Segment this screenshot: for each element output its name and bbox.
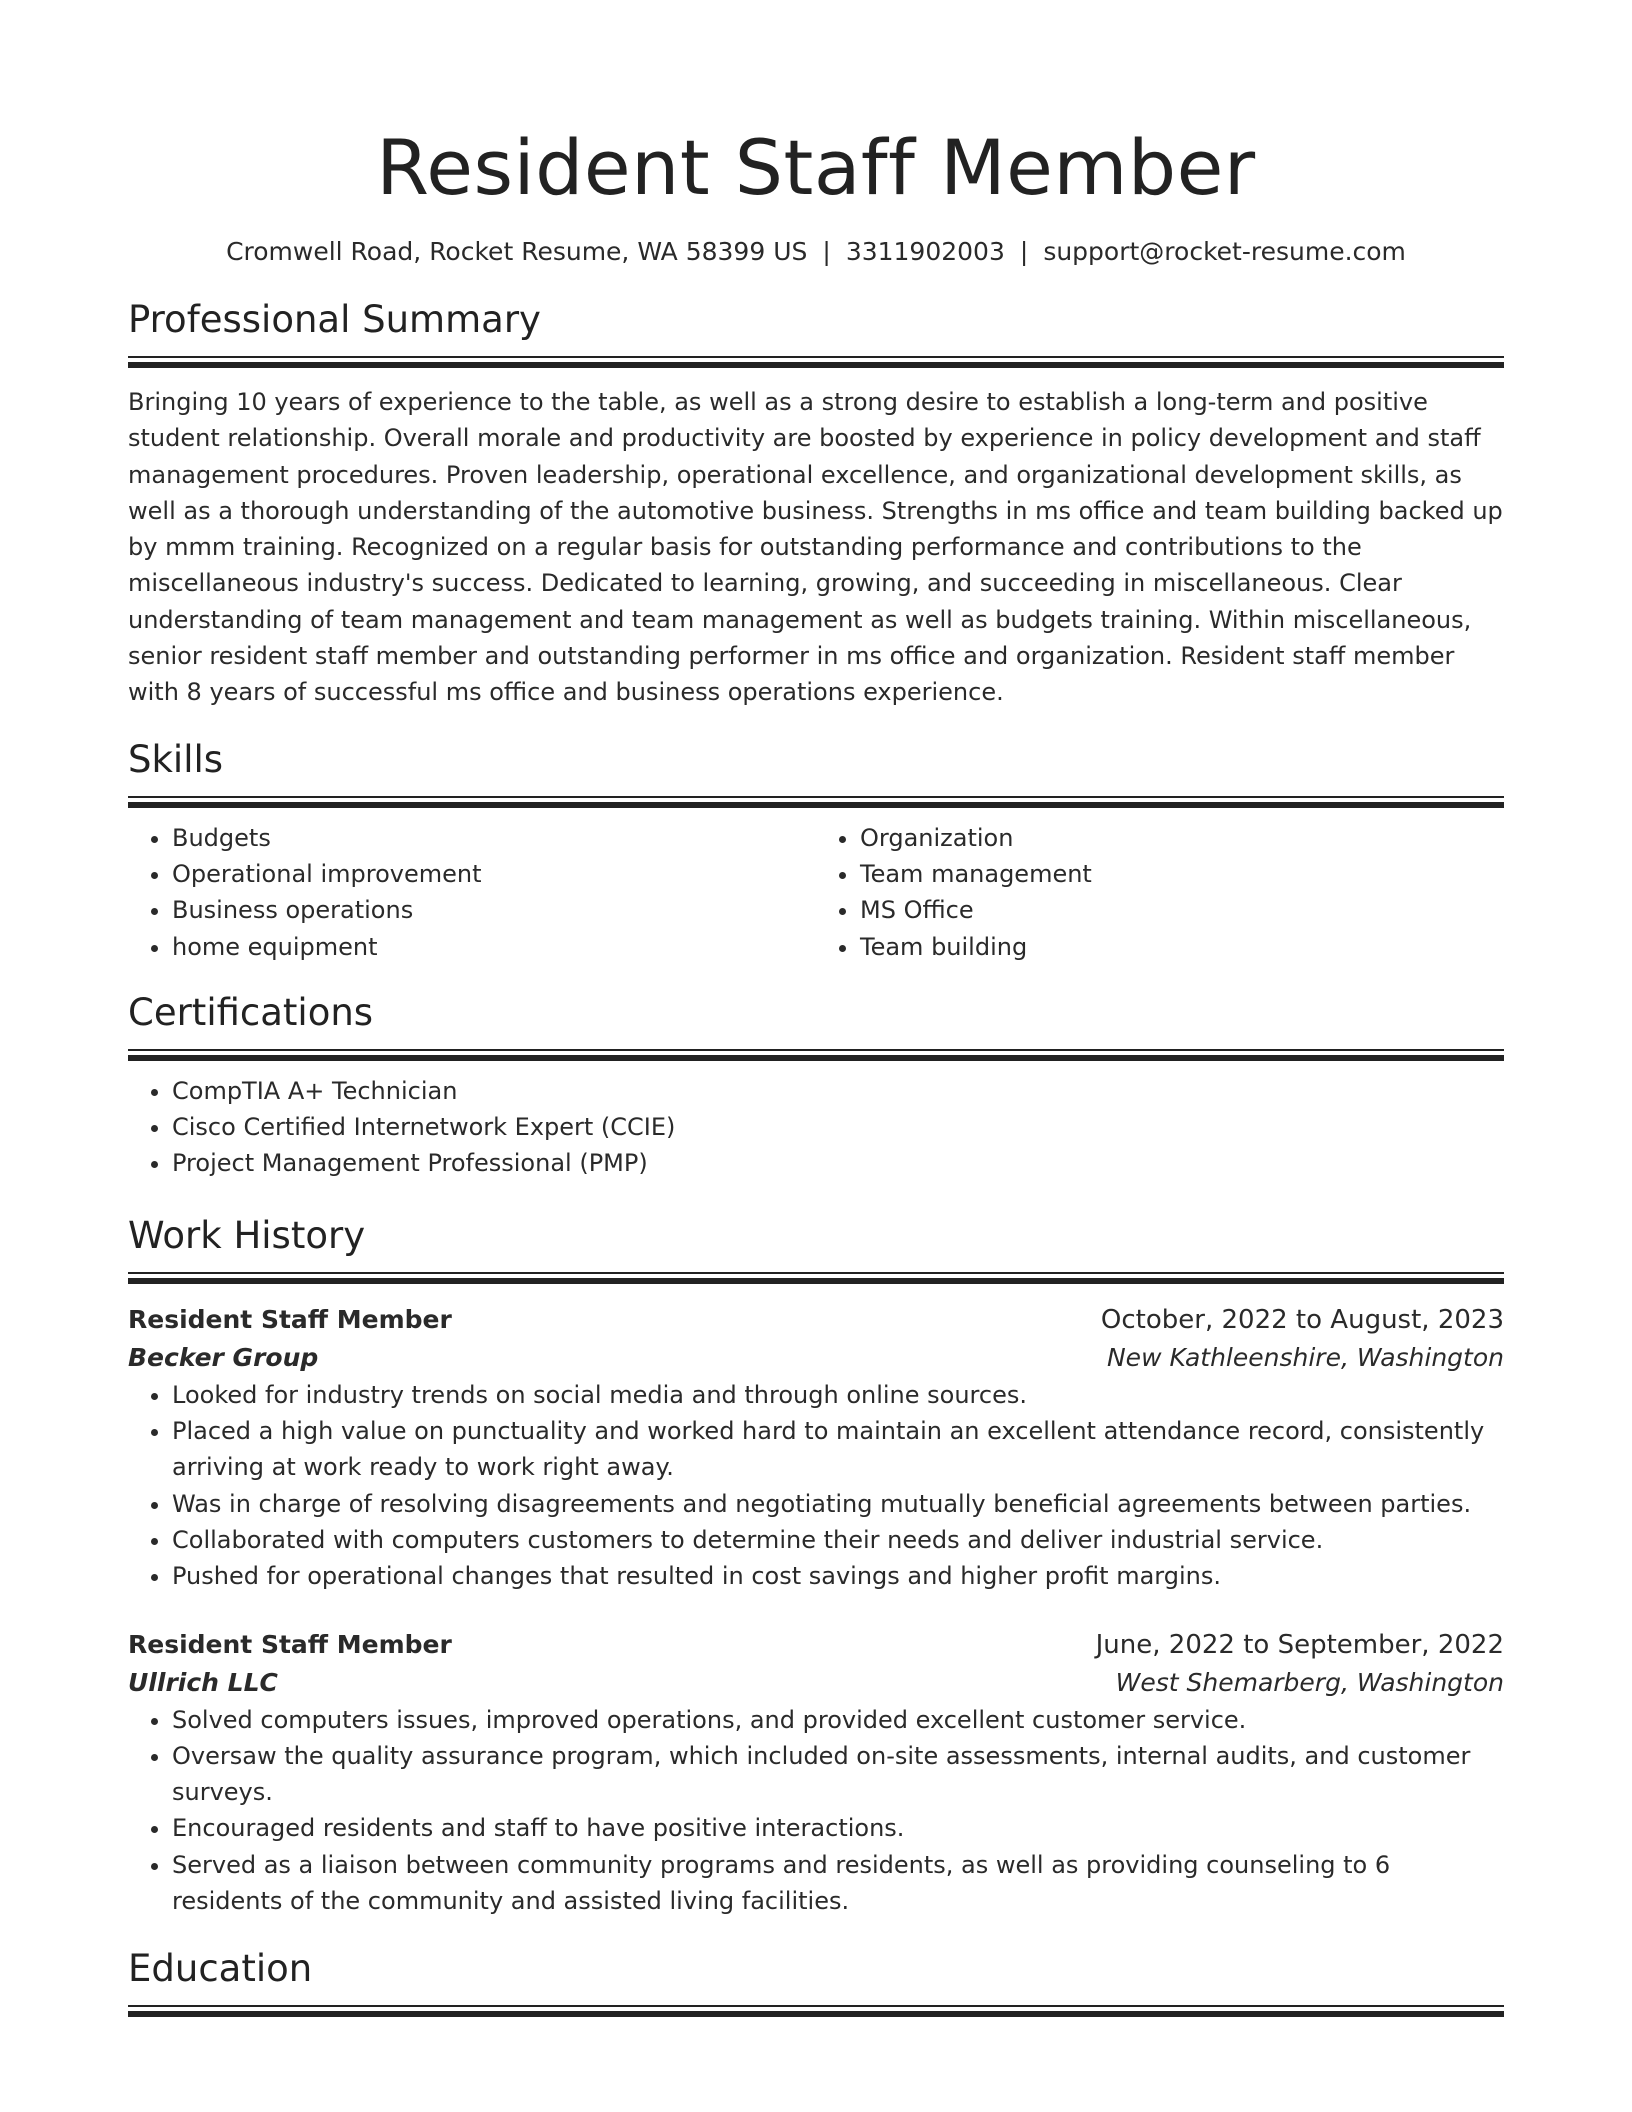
skill-item: • Organization bbox=[860, 820, 1504, 856]
job-duty: • Looked for industry trends on social media and through online sources. bbox=[172, 1377, 1504, 1413]
job-duty: • Oversaw the quality assurance program, which included on-site assessments, internal audits, and customer surveys. bbox=[172, 1738, 1504, 1811]
section-divider bbox=[128, 1049, 1504, 1061]
certification-item: • CompTIA A+ Technician bbox=[172, 1073, 1504, 1109]
skill-item: • Team building bbox=[860, 929, 1504, 965]
section-title-work-history: Work History bbox=[128, 1213, 366, 1257]
job-duty: • Served as a liaison between community programs and residents, as well as providing counseling to 6 residents of the community and assisted living facilities. bbox=[172, 1847, 1504, 1920]
contact-email: support@rocket-resume.com bbox=[1043, 237, 1406, 266]
skills-section bbox=[128, 738, 1504, 965]
job-dates: June, 2022 to September, 2022 bbox=[1095, 1629, 1504, 1660]
contact-separator: | bbox=[822, 237, 831, 266]
skills-list-right bbox=[816, 820, 1504, 965]
job-company: Becker Group bbox=[128, 1342, 319, 1372]
skill-item: • Operational improvement bbox=[172, 856, 816, 892]
work-history-section bbox=[128, 1214, 1504, 1920]
job-duty: • Solved computers issues, improved operations, and provided excellent customer service. bbox=[172, 1702, 1504, 1738]
skill-item: • home equipment bbox=[172, 929, 816, 965]
job-duties-list bbox=[128, 1377, 1504, 1595]
job-location: West Shemarberg, Washington bbox=[1115, 1667, 1504, 1697]
skill-item: • Budgets bbox=[172, 820, 816, 856]
contact-line bbox=[128, 235, 1504, 269]
job-title: Resident Staff Member bbox=[128, 1629, 452, 1659]
contact-phone: 3311902003 bbox=[845, 237, 1005, 266]
skills-grid bbox=[128, 820, 1504, 965]
job-title: Resident Staff Member bbox=[128, 1304, 452, 1334]
resume-name: Resident Staff Member bbox=[376, 123, 1256, 212]
section-divider bbox=[128, 796, 1504, 808]
job-duty: • Collaborated with computers customers to determine their needs and deliver industrial service. bbox=[172, 1522, 1504, 1558]
job-location: New Kathleenshire, Washington bbox=[1106, 1342, 1504, 1372]
section-title-skills: Skills bbox=[128, 737, 224, 781]
education-section bbox=[128, 1947, 1504, 2017]
summary-section bbox=[128, 298, 1504, 711]
contact-address: Cromwell Road, Rocket Resume, WA 58399 US bbox=[226, 237, 808, 266]
skills-list-left bbox=[128, 820, 816, 965]
skill-item: • Business operations bbox=[172, 892, 816, 928]
job-duty: • Was in charge of resolving disagreements and negotiating mutually beneficial agreements between parties. bbox=[172, 1486, 1504, 1522]
job-duty: • Pushed for operational changes that resulted in cost savings and higher profit margins. bbox=[172, 1558, 1504, 1594]
job-duties-list bbox=[128, 1702, 1504, 1920]
job-entry bbox=[128, 1626, 1504, 1920]
contact-separator: | bbox=[1019, 237, 1029, 266]
certification-item: • Cisco Certified Internetwork Expert (CCIE) bbox=[172, 1109, 1504, 1145]
job-dates: October, 2022 to August, 2023 bbox=[1100, 1304, 1504, 1335]
job-duty: • Placed a high value on punctuality and worked hard to maintain an excellent attendance record, consistently arriving at work ready to work right away. bbox=[172, 1413, 1504, 1486]
skill-item: • Team management bbox=[860, 856, 1504, 892]
job-entry bbox=[128, 1301, 1504, 1595]
section-divider bbox=[128, 1272, 1504, 1284]
skill-item: • MS Office bbox=[860, 892, 1504, 928]
job-company: Ullrich LLC bbox=[128, 1667, 278, 1697]
section-divider bbox=[128, 2005, 1504, 2017]
resume-page bbox=[128, 0, 1504, 2017]
certifications-section bbox=[128, 991, 1504, 1182]
summary-text: Bringing 10 years of experience to the table, as well as a strong desire to establish a long-term and positive student relationship. Overall morale and productivity are boosted by experience in policy development and staff management procedures. Proven leadership, operational excellence, and organizational development skills, as well as a thorough understanding of the automotive business. Strengths in ms office and team building backed up by mmm training. Recognized on a regular basis for outstanding performance and contributions to the miscellaneous industry's success. Dedicated to learning, growing, and succeeding in miscellaneous. Clear understanding of team management and team management as well as budgets training. Within miscellaneous, senior resident staff member and outstanding performer in ms office and organization. Resident staff member with 8 years of successful ms office and business operations experience. bbox=[128, 388, 1503, 707]
section-divider bbox=[128, 356, 1504, 368]
certifications-list bbox=[128, 1073, 1504, 1182]
section-title-education: Education bbox=[128, 1947, 313, 1991]
section-title-certifications: Certifications bbox=[128, 990, 374, 1034]
job-duty: • Encouraged residents and staff to have positive interactions. bbox=[172, 1810, 1504, 1846]
section-title-summary: Professional Summary bbox=[128, 298, 541, 341]
certification-item: • Project Management Professional (PMP) bbox=[172, 1145, 1504, 1181]
